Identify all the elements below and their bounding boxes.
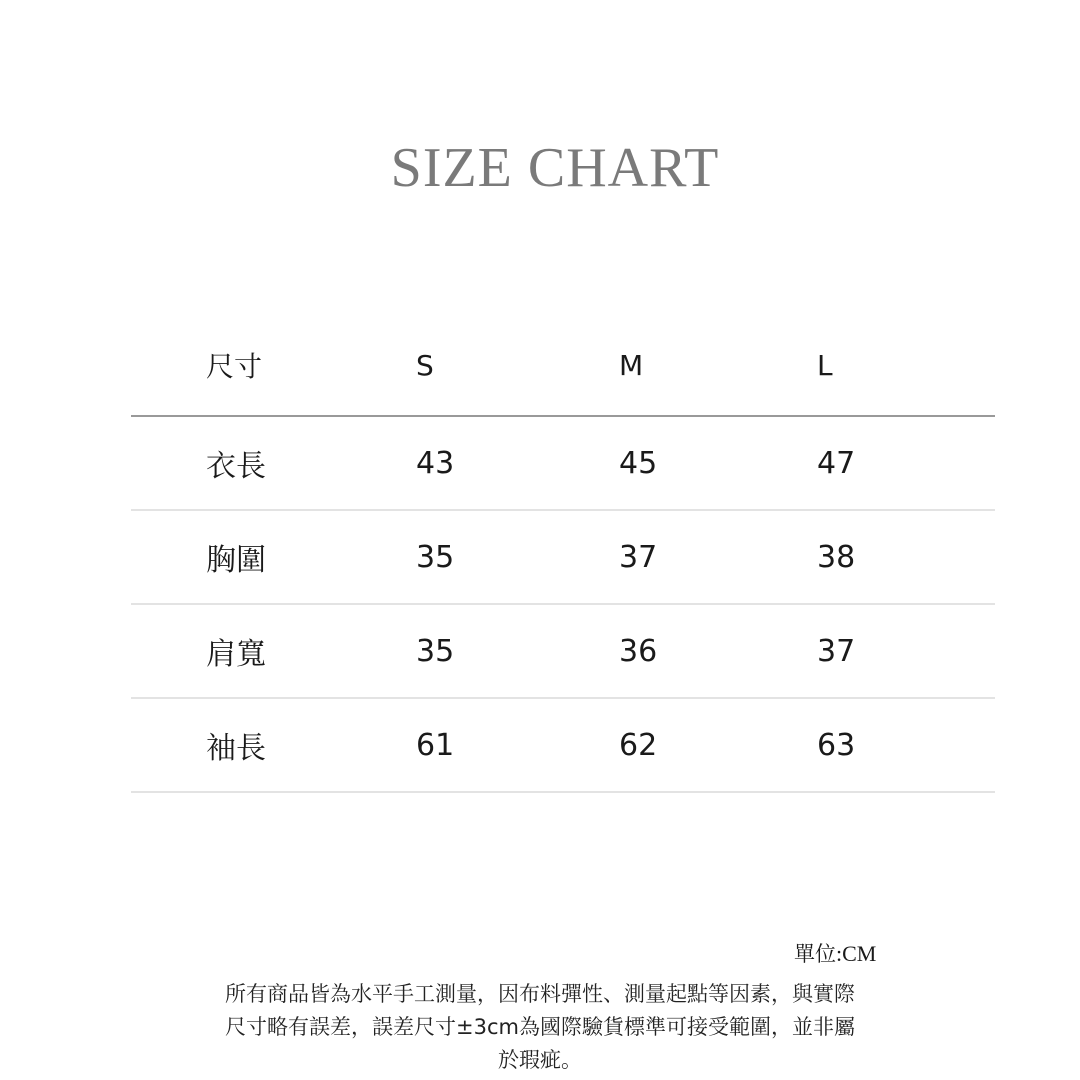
table-row — [131, 605, 995, 699]
table-cell: 63 — [817, 727, 856, 763]
row-label: 衣長 — [206, 449, 266, 484]
table-cell: 45 — [619, 445, 658, 481]
table-cell: 35 — [416, 539, 455, 575]
size-table — [131, 315, 995, 793]
table-cell: 37 — [817, 633, 856, 669]
row-label: 胸圍 — [206, 543, 266, 578]
row-label: 袖長 — [206, 731, 266, 766]
unit-label — [794, 938, 876, 968]
note-line: 於瑕疵。 — [498, 1048, 582, 1072]
table-cell: 62 — [619, 727, 658, 763]
table-row — [131, 511, 995, 605]
header-size-s: S — [416, 348, 434, 382]
table-row — [131, 417, 995, 511]
table-cell: 36 — [619, 633, 658, 669]
unit-label-text: 單位 — [794, 942, 836, 966]
table-cell: 37 — [619, 539, 658, 575]
header-size-m: M — [619, 348, 644, 382]
header-size-l: L — [817, 348, 833, 382]
unit-value: :CM — [836, 941, 877, 966]
table-cell: 38 — [817, 539, 856, 575]
header-size-label: 尺寸 — [206, 350, 263, 383]
note-line: 所有商品皆為水平手工測量，因布料彈性、測量起點等因素，與實際 — [225, 982, 855, 1006]
measurement-note — [160, 978, 920, 1077]
note-line: 尺寸略有誤差，誤差尺寸±3cm為國際驗貨標準可接受範圍，並非屬 — [225, 1015, 855, 1039]
chart-title: SIZE CHART — [390, 137, 720, 199]
table-cell: 61 — [416, 727, 455, 763]
table-row — [131, 699, 995, 793]
table-cell: 35 — [416, 633, 455, 669]
table-cell: 43 — [416, 445, 455, 481]
row-label: 肩寬 — [206, 637, 266, 672]
table-cell: 47 — [817, 445, 856, 481]
table-header-row — [131, 315, 995, 417]
